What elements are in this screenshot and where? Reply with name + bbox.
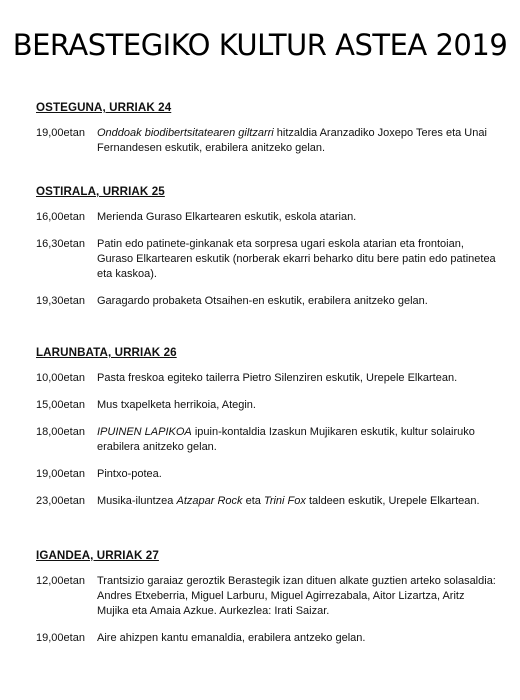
event-text: ipuin-kontaldia Izaskun Mujikaren eskutik, kultur solairuko erabilera anitzeko gelan. <box>97 426 475 453</box>
day-header: OSTEGUNA, URRIAK 24 <box>36 101 172 114</box>
event-time: 15,00etan <box>36 399 85 411</box>
event-item <box>36 631 496 646</box>
event-text: Aire ahizpen kantu emanaldia, erabilera antzeko gelan. <box>97 632 366 644</box>
event-text: Patin edo patinete-ginkanak eta sorpresa ugari eskola atarian eta frontoian, Guraso Elkartearen eskutik (norberak ekarri beharko ditu bere patin edo patinetea eta kaskoa). <box>97 238 496 280</box>
document-title: BERASTEGIKO KULTUR ASTEA 2019 <box>12 28 508 62</box>
day-section-saturday <box>36 346 496 521</box>
event-description <box>97 494 496 509</box>
event-list <box>36 574 496 646</box>
event-description <box>97 294 496 309</box>
event-description <box>97 237 496 282</box>
event-time: 18,00etan <box>36 426 85 438</box>
event-description <box>97 371 496 386</box>
event-time: 19,00etan <box>36 632 85 644</box>
event-list <box>36 371 496 509</box>
event-text: eta <box>242 495 264 507</box>
event-text: Pintxo-potea. <box>97 468 162 480</box>
day-header: LARUNBATA, URRIAK 26 <box>36 346 177 359</box>
event-description <box>97 425 496 455</box>
event-title-italic: Trini Fox <box>263 495 306 507</box>
event-title-italic: Atzapar Rock <box>176 495 243 507</box>
event-time: 19,00etan <box>36 127 85 139</box>
event-item <box>36 425 496 455</box>
event-text: Merienda Guraso Elkartearen eskutik, eskola atarian. <box>97 211 357 223</box>
event-item <box>36 237 496 282</box>
event-text: hitzaldia Aranzadiko Joxepo Teres eta Unai Fernandesen eskutik, erabilera anitzeko gelan. <box>97 127 487 154</box>
event-item <box>36 494 496 509</box>
event-list <box>36 126 496 156</box>
event-time: 16,30etan <box>36 238 85 250</box>
event-item <box>36 126 496 156</box>
event-text: taldeen eskutik, Urepele Elkartean. <box>305 495 480 507</box>
event-text: Trantsizio garaiaz geroztik Berastegik izan dituen alkate guztien arteko solasaldia: Andres Etxeberria, Miguel Larburu, Miguel Agirrezabala, Aitor Lizartza, Aritz Mujika eta Amaia Azkue. Aurkezlea: Irati Saizar. <box>97 575 496 617</box>
event-text: Mus txapelketa herrikoia, Ategin. <box>97 399 256 411</box>
event-list <box>36 210 496 309</box>
event-time: 12,00etan <box>36 575 85 587</box>
event-description <box>97 398 496 413</box>
event-item <box>36 371 496 386</box>
event-description <box>97 467 496 482</box>
event-item <box>36 574 496 619</box>
event-item <box>36 467 496 482</box>
event-time: 16,00etan <box>36 211 85 223</box>
event-title-italic: IPUINEN LAPIKOA <box>97 426 192 438</box>
event-description <box>97 210 496 225</box>
day-section-friday <box>36 185 496 321</box>
day-header: OSTIRALA, URRIAK 25 <box>36 185 165 198</box>
event-description <box>97 631 496 646</box>
event-text: Musika-iluntzea <box>97 495 177 507</box>
event-description <box>97 574 496 619</box>
day-header: IGANDEA, URRIAK 27 <box>36 549 159 562</box>
event-time: 19,00etan <box>36 468 85 480</box>
event-item <box>36 294 496 309</box>
event-title-italic: Onddoak biodibertsitatearen giltzarri <box>97 127 274 139</box>
day-section-sunday <box>36 549 496 658</box>
event-item <box>36 210 496 225</box>
day-section-thursday <box>36 101 496 168</box>
event-text: Garagardo probaketa Otsaihen-en eskutik, erabilera anitzeko gelan. <box>97 295 428 307</box>
event-time: 23,00etan <box>36 495 85 507</box>
event-time: 10,00etan <box>36 372 85 384</box>
event-description <box>97 126 496 156</box>
event-text: Pasta freskoa egiteko tailerra Pietro Silenziren eskutik, Urepele Elkartean. <box>97 372 458 384</box>
event-time: 19,30etan <box>36 295 85 307</box>
event-item <box>36 398 496 413</box>
